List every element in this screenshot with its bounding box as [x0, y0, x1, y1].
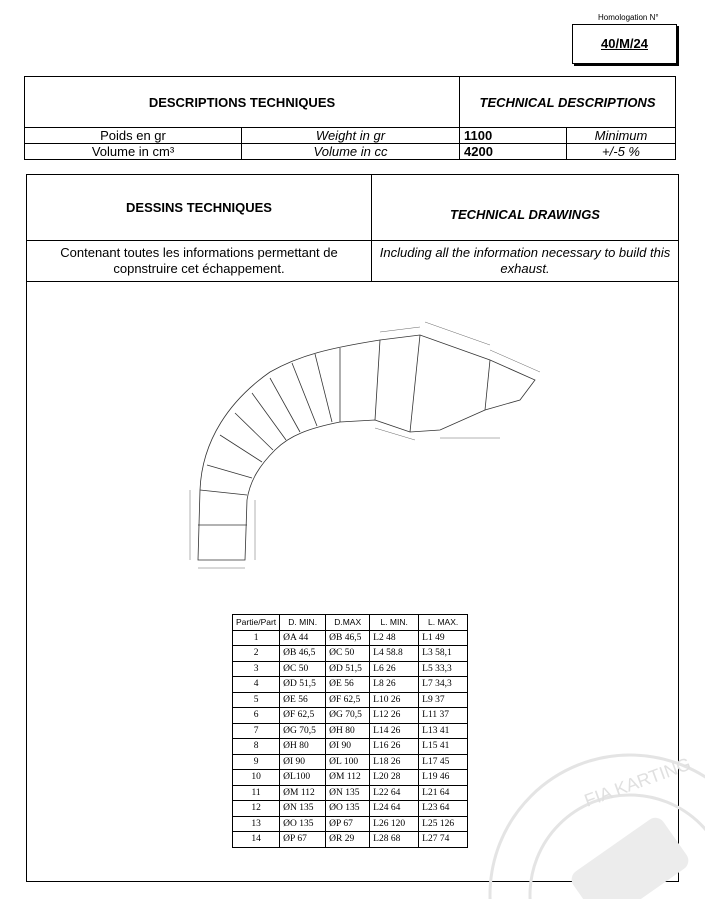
table-row	[233, 801, 468, 817]
table-cell: ØN 135	[326, 785, 370, 801]
table-cell: ØF 62,5	[326, 692, 370, 708]
table-cell: ØR 29	[326, 832, 370, 848]
parts-header-part: Partie/Part	[233, 615, 280, 631]
table-cell: L16 26	[370, 739, 419, 755]
table-cell: L12 26	[370, 708, 419, 724]
table-cell: L21 64	[419, 785, 468, 801]
table-row	[233, 661, 468, 677]
homologation-number-box	[572, 24, 677, 64]
table-cell: ØG 70,5	[280, 723, 326, 739]
technical-descriptions-table	[24, 76, 676, 160]
homologation-label: Homologation N°	[598, 13, 659, 22]
table-cell: L14 26	[370, 723, 419, 739]
table-cell: L15 41	[419, 739, 468, 755]
table-row	[233, 692, 468, 708]
table-cell: ØH 80	[280, 739, 326, 755]
table-cell: ØM 112	[326, 770, 370, 786]
table-cell: ØI 90	[280, 754, 326, 770]
volume-value: 4200	[460, 144, 567, 160]
table-row	[233, 630, 468, 646]
table-cell: L24 64	[370, 801, 419, 817]
fia-karting-seal	[480, 745, 705, 899]
table-cell: L6 26	[370, 661, 419, 677]
parts-header-dmax: D.MAX	[326, 615, 370, 631]
table-cell: 6	[233, 708, 280, 724]
tech-drawings-en-text: Including all the information necessary to build this exhaust.	[372, 241, 679, 282]
table-cell: L2 48	[370, 630, 419, 646]
table-cell: ØN 135	[280, 801, 326, 817]
table-cell: L25 126	[419, 816, 468, 832]
table-cell: 3	[233, 661, 280, 677]
table-cell: L9 37	[419, 692, 468, 708]
weight-fr-label: Poids en gr	[25, 128, 242, 144]
table-cell: 7	[233, 723, 280, 739]
table-cell: L22 64	[370, 785, 419, 801]
table-cell: 5	[233, 692, 280, 708]
tech-drawings-fr-title: DESSINS TECHNIQUES	[27, 175, 372, 241]
table-cell: 2	[233, 646, 280, 662]
table-cell: L18 26	[370, 754, 419, 770]
table-cell: 4	[233, 677, 280, 693]
volume-en-label: Volume in cc	[242, 144, 460, 160]
table-cell: ØD 51,5	[280, 677, 326, 693]
table-cell: 11	[233, 785, 280, 801]
table-row	[233, 677, 468, 693]
table-cell: L8 26	[370, 677, 419, 693]
table-cell: ØH 80	[326, 723, 370, 739]
table-cell: ØE 56	[280, 692, 326, 708]
table-cell: L20 28	[370, 770, 419, 786]
table-cell: 1	[233, 630, 280, 646]
table-cell: ØB 46,5	[326, 630, 370, 646]
table-cell: ØG 70,5	[326, 708, 370, 724]
table-cell: ØL 100	[326, 754, 370, 770]
parts-dimension-table	[232, 614, 468, 848]
table-cell: 8	[233, 739, 280, 755]
table-cell: L10 26	[370, 692, 419, 708]
table-cell: L17 45	[419, 754, 468, 770]
table-row	[233, 754, 468, 770]
tech-drawings-en-title: TECHNICAL DRAWINGS	[372, 175, 679, 241]
table-cell: L7 34,3	[419, 677, 468, 693]
table-cell: L23 64	[419, 801, 468, 817]
table-cell: L5 33,3	[419, 661, 468, 677]
table-cell: 14	[233, 832, 280, 848]
volume-fr-label: Volume in cm³	[25, 144, 242, 160]
table-cell: ØE 56	[326, 677, 370, 693]
table-cell: L11 37	[419, 708, 468, 724]
parts-table-body	[233, 630, 468, 847]
table-cell: L1 49	[419, 630, 468, 646]
tech-desc-fr-title: DESCRIPTIONS TECHNIQUES	[25, 77, 460, 128]
table-row	[233, 816, 468, 832]
table-row	[233, 708, 468, 724]
exhaust-outline	[198, 335, 535, 560]
table-cell: ØI 90	[326, 739, 370, 755]
parts-header-lmin: L. MIN.	[370, 615, 419, 631]
table-row	[233, 785, 468, 801]
table-cell: ØP 67	[280, 832, 326, 848]
weight-value: 1100	[460, 128, 567, 144]
table-cell: L27 74	[419, 832, 468, 848]
table-cell: 13	[233, 816, 280, 832]
table-row	[233, 646, 468, 662]
parts-header-lmax: L. MAX.	[419, 615, 468, 631]
parts-header-dmin: D. MIN.	[280, 615, 326, 631]
table-row	[233, 832, 468, 848]
table-cell: 12	[233, 801, 280, 817]
table-cell: ØP 67	[326, 816, 370, 832]
table-cell: L13 41	[419, 723, 468, 739]
table-row	[233, 723, 468, 739]
tech-drawings-fr-text: Contenant toutes les informations permettant de copnstruire cet échappement.	[27, 241, 372, 282]
table-cell: ØL100	[280, 770, 326, 786]
table-cell: L19 46	[419, 770, 468, 786]
tech-desc-en-title: TECHNICAL DESCRIPTIONS	[460, 77, 676, 128]
weight-note: Minimum	[567, 128, 676, 144]
seal-text: FIA KARTING	[581, 753, 694, 811]
table-cell: ØF 62,5	[280, 708, 326, 724]
table-row	[233, 739, 468, 755]
seal-emblem	[568, 814, 693, 899]
table-cell: 10	[233, 770, 280, 786]
exhaust-technical-drawing	[180, 310, 560, 580]
table-row	[233, 770, 468, 786]
volume-note: +/-5 %	[567, 144, 676, 160]
table-cell: 9	[233, 754, 280, 770]
table-cell: ØO 135	[326, 801, 370, 817]
table-cell: L26 120	[370, 816, 419, 832]
table-cell: ØO 135	[280, 816, 326, 832]
table-cell: L28 68	[370, 832, 419, 848]
table-cell: ØB 46,5	[280, 646, 326, 662]
weight-en-label: Weight in gr	[242, 128, 460, 144]
homologation-number: 40/M/24	[601, 36, 648, 51]
table-cell: ØM 112	[280, 785, 326, 801]
table-cell: ØA 44	[280, 630, 326, 646]
table-cell: ØC 50	[280, 661, 326, 677]
technical-drawings-table	[26, 174, 679, 282]
table-cell: ØD 51,5	[326, 661, 370, 677]
table-cell: L3 58,1	[419, 646, 468, 662]
table-cell: L4 58.8	[370, 646, 419, 662]
table-cell: ØC 50	[326, 646, 370, 662]
